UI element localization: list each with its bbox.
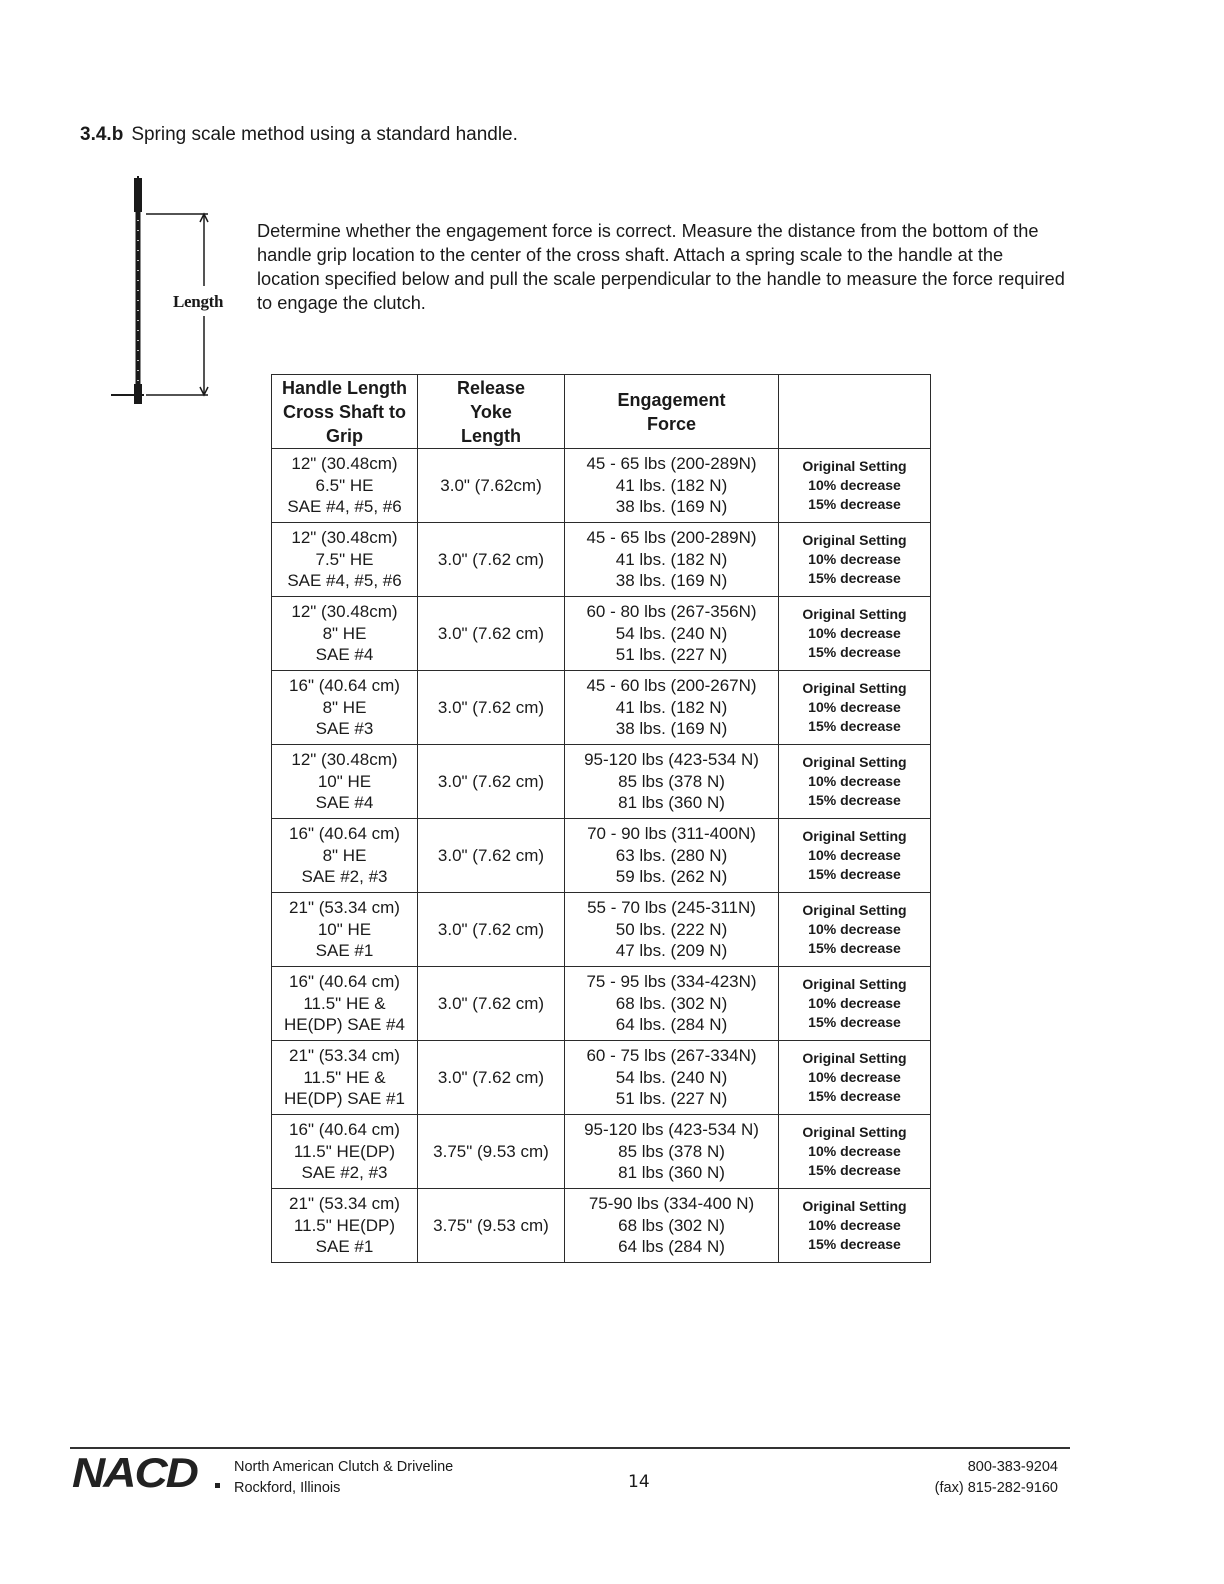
engagement-force-cell-line: 60 - 80 lbs (267-356N) bbox=[586, 602, 757, 622]
engagement-force-cell-line: 54 lbs. (240 N) bbox=[615, 1067, 728, 1087]
engagement-force-cell-line: 75-90 lbs (334-400 N) bbox=[588, 1194, 755, 1214]
logo-dot bbox=[215, 1483, 220, 1488]
engagement-force-cell-line: 41 lbs. (182 N) bbox=[615, 697, 728, 717]
handle-length-cell-line: 11.5" HE & bbox=[303, 1067, 386, 1087]
engagement-force-cell-line: 63 lbs. (280 N) bbox=[615, 845, 728, 865]
header-settings bbox=[779, 375, 931, 449]
handle-length-cell-line: 12" (30.48cm) bbox=[291, 602, 398, 622]
header-line: Force bbox=[646, 413, 697, 434]
setting-cell-line: Original Setting bbox=[802, 680, 907, 696]
engagement-force-cell-line: 45 - 60 lbs (200-267N) bbox=[586, 676, 757, 696]
table-row bbox=[272, 597, 931, 671]
engagement-force-cell-line: 38 lbs. (169 N) bbox=[615, 719, 728, 739]
handle-length-cell-line: 16" (40.64 cm) bbox=[289, 824, 400, 844]
setting-cell-line: 15% decrease bbox=[808, 644, 901, 660]
handle-length-cell bbox=[272, 1041, 418, 1115]
handle-length-cell-line: 21" (53.34 cm) bbox=[289, 1046, 400, 1066]
header-line: Grip bbox=[325, 425, 363, 446]
table-row bbox=[272, 745, 931, 819]
header-handle-length bbox=[272, 375, 418, 449]
setting-cell-line: 10% decrease bbox=[808, 477, 901, 493]
handle-length-cell-line: SAE #4, #5, #6 bbox=[287, 497, 402, 517]
setting-cell-line: 15% decrease bbox=[808, 718, 901, 734]
yoke-length-cell: 3.0" (7.62 cm) bbox=[418, 819, 565, 893]
engagement-force-table bbox=[271, 374, 931, 1263]
setting-cell-line: Original Setting bbox=[802, 976, 907, 992]
handle-length-cell-line: 12" (30.48cm) bbox=[291, 454, 398, 474]
header-line: Engagement bbox=[617, 389, 726, 410]
engagement-force-cell-line: 55 - 70 lbs (245-311N) bbox=[587, 898, 756, 918]
handle-length-cell bbox=[272, 1189, 418, 1263]
engagement-force-cell bbox=[565, 1115, 779, 1189]
yoke-length-cell: 3.0" (7.62 cm) bbox=[418, 1041, 565, 1115]
setting-cell-line: Original Setting bbox=[802, 1198, 907, 1214]
yoke-length-cell: 3.75" (9.53 cm) bbox=[418, 1189, 565, 1263]
table-row bbox=[272, 449, 931, 523]
setting-cell bbox=[779, 671, 931, 745]
setting-cell-line: Original Setting bbox=[802, 532, 907, 548]
handle-length-cell-line: SAE #2, #3 bbox=[301, 867, 388, 887]
setting-cell-line: Original Setting bbox=[802, 828, 907, 844]
table-row bbox=[272, 967, 931, 1041]
engagement-force-cell-line: 64 lbs. (284 N) bbox=[615, 1015, 728, 1035]
handle-length-cell-line: 11.5" HE(DP) bbox=[293, 1141, 396, 1161]
handle-length-cell bbox=[272, 893, 418, 967]
engagement-force-cell bbox=[565, 597, 779, 671]
setting-cell-line: 15% decrease bbox=[808, 570, 901, 586]
setting-cell bbox=[779, 523, 931, 597]
handle-length-cell-line: SAE #4 bbox=[315, 645, 374, 665]
setting-cell-line: Original Setting bbox=[802, 458, 907, 474]
engagement-force-cell-line: 68 lbs. (302 N) bbox=[615, 993, 728, 1013]
engagement-force-cell-line: 75 - 95 lbs (334-423N) bbox=[586, 972, 757, 992]
handle-length-cell bbox=[272, 671, 418, 745]
engagement-force-cell bbox=[565, 449, 779, 523]
engagement-force-cell-line: 51 lbs. (227 N) bbox=[615, 1089, 728, 1109]
handle-length-cell bbox=[272, 449, 418, 523]
handle-length-cell-line: SAE #3 bbox=[315, 719, 374, 739]
engagement-force-cell-line: 38 lbs. (169 N) bbox=[615, 497, 728, 517]
engagement-force-cell-line: 60 - 75 lbs (267-334N) bbox=[586, 1046, 757, 1066]
handle-length-cell-line: SAE #4 bbox=[315, 793, 374, 813]
setting-cell-line: 10% decrease bbox=[808, 551, 901, 567]
handle-length-cell-line: 6.5" HE bbox=[315, 475, 374, 495]
handle-length-cell-line: 8" HE bbox=[322, 697, 367, 717]
setting-cell bbox=[779, 745, 931, 819]
engagement-force-cell-line: 81 lbs (360 N) bbox=[618, 793, 725, 813]
engagement-force-cell-line: 59 lbs. (262 N) bbox=[615, 867, 728, 887]
engagement-force-cell bbox=[565, 745, 779, 819]
engagement-force-cell bbox=[565, 893, 779, 967]
engagement-force-cell bbox=[565, 1041, 779, 1115]
engagement-force-cell-line: 95-120 lbs (423-534 N) bbox=[584, 750, 759, 770]
table-row bbox=[272, 1189, 931, 1263]
setting-cell-line: 10% decrease bbox=[808, 847, 901, 863]
yoke-length-cell: 3.0" (7.62 cm) bbox=[418, 597, 565, 671]
setting-cell-line: Original Setting bbox=[802, 754, 907, 770]
engagement-force-cell-line: 38 lbs. (169 N) bbox=[615, 571, 728, 591]
engagement-force-cell-line: 47 lbs. (209 N) bbox=[615, 941, 728, 961]
setting-cell-line: 15% decrease bbox=[808, 496, 901, 512]
header-line: Handle Length bbox=[282, 377, 407, 398]
setting-cell-line: 10% decrease bbox=[808, 625, 901, 641]
engagement-force-cell-line: 68 lbs (302 N) bbox=[618, 1215, 725, 1235]
setting-cell-line: Original Setting bbox=[802, 1124, 907, 1140]
handle-length-cell-line: 12" (30.48cm) bbox=[291, 750, 398, 770]
handle-length-cell-line: SAE #1 bbox=[315, 1237, 374, 1257]
table-body bbox=[272, 449, 931, 1263]
setting-cell bbox=[779, 1189, 931, 1263]
setting-cell-line: 10% decrease bbox=[808, 1143, 901, 1159]
engagement-force-cell-line: 45 - 65 lbs (200-289N) bbox=[586, 454, 757, 474]
header-line: Length bbox=[461, 425, 521, 446]
header-line: Yoke bbox=[470, 401, 512, 422]
engagement-force-cell bbox=[565, 523, 779, 597]
yoke-length-cell: 3.75" (9.53 cm) bbox=[418, 1115, 565, 1189]
engagement-force-cell-line: 81 lbs (360 N) bbox=[618, 1163, 725, 1183]
setting-cell bbox=[779, 1041, 931, 1115]
handle-length-cell-line: SAE #1 bbox=[315, 941, 374, 961]
handle-length-cell bbox=[272, 819, 418, 893]
handle-length-cell-line: SAE #2, #3 bbox=[301, 1163, 388, 1183]
section-number: 3.4.b bbox=[80, 124, 124, 145]
handle-length-cell-line: SAE #4, #5, #6 bbox=[287, 571, 402, 591]
setting-cell bbox=[779, 893, 931, 967]
table-row bbox=[272, 893, 931, 967]
handle-length-cell-line: 10" HE bbox=[317, 919, 372, 939]
handle-length-cell-line: 10" HE bbox=[317, 771, 372, 791]
handle-length-cell-line: HE(DP) SAE #1 bbox=[284, 1089, 405, 1109]
setting-cell-line: 15% decrease bbox=[808, 792, 901, 808]
handle-length-cell-line: 16" (40.64 cm) bbox=[289, 1120, 400, 1140]
table-row bbox=[272, 1115, 931, 1189]
setting-cell bbox=[779, 1115, 931, 1189]
setting-cell-line: 15% decrease bbox=[808, 1236, 901, 1252]
setting-cell bbox=[779, 449, 931, 523]
engagement-force-cell bbox=[565, 671, 779, 745]
engagement-force-cell bbox=[565, 967, 779, 1041]
engagement-force-cell-line: 95-120 lbs (423-534 N) bbox=[584, 1120, 759, 1140]
table-row bbox=[272, 671, 931, 745]
setting-cell-line: 10% decrease bbox=[808, 1217, 901, 1233]
engagement-force-cell-line: 64 lbs (284 N) bbox=[618, 1237, 725, 1257]
yoke-length-cell: 3.0" (7.62cm) bbox=[418, 449, 565, 523]
setting-cell-line: 10% decrease bbox=[808, 1069, 901, 1085]
length-label: Length bbox=[173, 292, 224, 311]
company-name: North American Clutch & Driveline bbox=[234, 1459, 454, 1475]
header-line: Cross Shaft to bbox=[282, 401, 406, 422]
fax-number: (fax) 815-282-9160 bbox=[934, 1480, 1058, 1496]
header-engagement-force bbox=[565, 375, 779, 449]
engagement-force-cell-line: 41 lbs. (182 N) bbox=[615, 549, 728, 569]
handle-length-cell-line: 21" (53.34 cm) bbox=[289, 898, 400, 918]
setting-cell-line: 15% decrease bbox=[808, 940, 901, 956]
setting-cell-line: 10% decrease bbox=[808, 921, 901, 937]
yoke-length-cell: 3.0" (7.62 cm) bbox=[418, 523, 565, 597]
setting-cell bbox=[779, 819, 931, 893]
contact-info bbox=[935, 1457, 1058, 1499]
handle-length-cell-line: 7.5" HE bbox=[315, 549, 374, 569]
engagement-force-cell-line: 54 lbs. (240 N) bbox=[615, 623, 728, 643]
handle-length-cell-line: 8" HE bbox=[322, 623, 367, 643]
header-release-yoke bbox=[418, 375, 565, 449]
engagement-force-cell-line: 85 lbs (378 N) bbox=[618, 1141, 725, 1161]
table-row bbox=[272, 819, 931, 893]
engagement-force-cell bbox=[565, 819, 779, 893]
setting-cell-line: 10% decrease bbox=[808, 699, 901, 715]
setting-cell-line: 10% decrease bbox=[808, 773, 901, 789]
setting-cell-line: Original Setting bbox=[802, 902, 907, 918]
setting-cell-line: 15% decrease bbox=[808, 866, 901, 882]
yoke-length-cell: 3.0" (7.62 cm) bbox=[418, 893, 565, 967]
engagement-force-cell-line: 70 - 90 lbs (311-400N) bbox=[587, 824, 756, 844]
engagement-force-cell-line: 85 lbs (378 N) bbox=[618, 771, 725, 791]
setting-cell-line: Original Setting bbox=[802, 606, 907, 622]
yoke-length-cell: 3.0" (7.62 cm) bbox=[418, 967, 565, 1041]
table-header-row bbox=[272, 375, 931, 449]
handle-length-cell-line: 8" HE bbox=[322, 845, 367, 865]
engagement-force-cell-line: 51 lbs. (227 N) bbox=[615, 645, 728, 665]
handle-length-cell-line: HE(DP) SAE #4 bbox=[284, 1015, 405, 1035]
handle-length-cell bbox=[272, 523, 418, 597]
setting-cell-line: 15% decrease bbox=[808, 1014, 901, 1030]
handle-length-cell-line: 21" (53.34 cm) bbox=[289, 1194, 400, 1214]
page-number: 14 bbox=[628, 1472, 650, 1492]
handle-length-cell-line: 16" (40.64 cm) bbox=[289, 972, 400, 992]
footer-divider bbox=[70, 1447, 1070, 1449]
section-heading bbox=[80, 124, 518, 146]
engagement-force-cell bbox=[565, 1189, 779, 1263]
yoke-length-cell: 3.0" (7.62 cm) bbox=[418, 671, 565, 745]
setting-cell bbox=[779, 967, 931, 1041]
handle-length-cell bbox=[272, 597, 418, 671]
intro-paragraph: Determine whether the engagement force is correct. Measure the distance from the bottom of the handle grip location to the center of the cross shaft. Attach a spring scale to the handle at the location specified below and pull the scale perpendicular to the handle to measure the force required to engage the clutch. bbox=[257, 221, 1065, 313]
handle-length-cell-line: 11.5" HE(DP) bbox=[293, 1215, 396, 1235]
engagement-force-cell-line: 50 lbs. (222 N) bbox=[615, 919, 728, 939]
setting-cell-line: Original Setting bbox=[802, 1050, 907, 1066]
handle-length-cell bbox=[272, 1115, 418, 1189]
header-line: Release bbox=[456, 377, 526, 398]
phone-number: 800-383-9204 bbox=[967, 1459, 1058, 1475]
setting-cell-line: 10% decrease bbox=[808, 995, 901, 1011]
table-row bbox=[272, 523, 931, 597]
table-row bbox=[272, 1041, 931, 1115]
yoke-length-cell: 3.0" (7.62 cm) bbox=[418, 745, 565, 819]
handle-length-cell bbox=[272, 967, 418, 1041]
setting-cell bbox=[779, 597, 931, 671]
nacd-logo: NACD bbox=[72, 1449, 197, 1497]
engagement-force-cell-line: 41 lbs. (182 N) bbox=[615, 475, 728, 495]
handle-length-cell-line: 12" (30.48cm) bbox=[291, 528, 398, 548]
company-city: Rockford, Illinois bbox=[234, 1480, 341, 1496]
setting-cell-line: 15% decrease bbox=[808, 1088, 901, 1104]
engagement-force-cell-line: 45 - 65 lbs (200-289N) bbox=[586, 528, 757, 548]
section-title: Spring scale method using a standard handle. bbox=[131, 124, 518, 145]
handle-length-cell bbox=[272, 745, 418, 819]
company-info bbox=[234, 1457, 453, 1499]
handle-length-cell-line: 16" (40.64 cm) bbox=[289, 676, 400, 696]
handle-length-cell-line: 11.5" HE & bbox=[303, 993, 386, 1013]
setting-cell-line: 15% decrease bbox=[808, 1162, 901, 1178]
